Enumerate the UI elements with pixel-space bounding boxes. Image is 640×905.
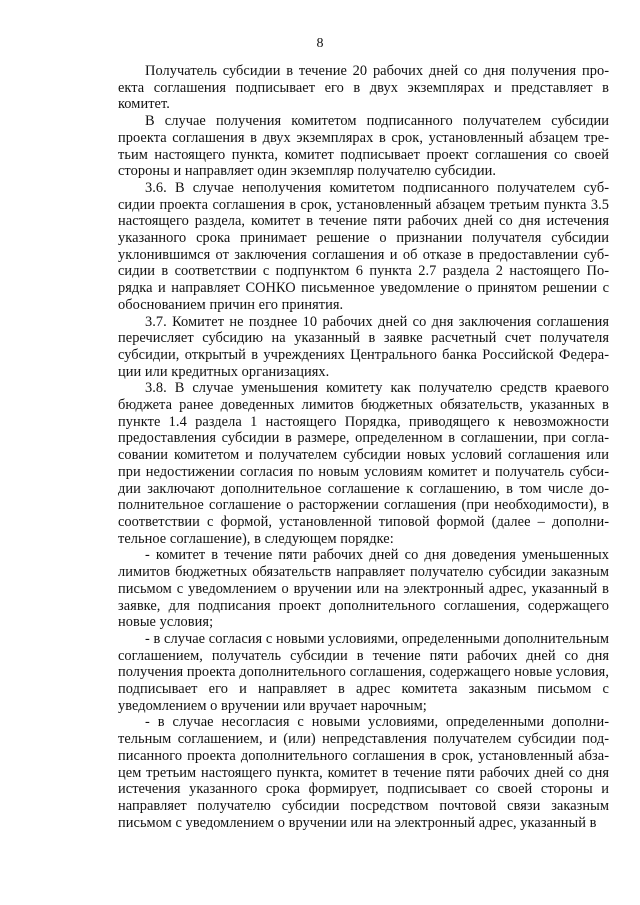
paragraph: 3.7. Комитет не позднее 10 рабочих дней со дня заключения соглашения перечисляет субсидию на указанный в заявке расчетный счет получателя субсидии, открытый в учреждениях Центрального банка Российской Федерации или кредитных организациях. bbox=[118, 313, 609, 380]
list-item: - в случае несогласия с новыми условиями, определенными дополнительным соглашением, и (или) непредставления получателем субсидии подписанного проекта дополнительного соглашения в срок, установленный абзацем третьим настоящего пункта, комитет в течение пяти рабочих дней со дня истечения указанного срока формирует, подписывает со своей стороны и направляет получателю субсидии посредством почтовой связи заказным письмом с уведомлением о вручении или на электронный адрес, указанный в bbox=[118, 714, 609, 831]
paragraph: В случае получения комитетом подписанного получателем субсидии проекта соглашения в двух экземплярах в срок, установленный абзацем третьим настоящего пункта, комитет подписывает проект соглашения со своей стороны и направляет один экземпляр получателю субсидии. bbox=[118, 113, 609, 180]
document-body bbox=[118, 63, 609, 831]
paragraph: 3.6. В случае неполучения комитетом подписанного получателем субсидии проекта соглашения в срок, установленный абзацем третьим пункта 3.5 настоящего раздела, комитет в течение пяти рабочих дней со дня истечения указанного срока принимает решение о признании получателя субсидии уклонившимся от заключения соглашения и об отказе в предоставлении субсидии в соответствии с подпунктом 6 пункта 2.7 раздела 2 настоящего Порядка и направляет СОНКО письменное уведомление о принятом решении с обоснованием причин его принятия. bbox=[118, 179, 609, 313]
page-number: 8 bbox=[316, 36, 324, 51]
list-item: - комитет в течение пяти рабочих дней со дня доведения уменьшенных лимитов бюджетных обязательств направляет получателю субсидии заказным письмом с уведомлением о вручении или на электронный адрес, указанный в заявке, для подписания проект дополнительного соглашения, содержащего новые условия; bbox=[118, 547, 609, 631]
paragraph: Получатель субсидии в течение 20 рабочих дней со дня получения проекта соглашения подписывает его в двух экземплярах и представляет в комитет. bbox=[118, 63, 609, 113]
list-item: - в случае согласия с новыми условиями, определенными дополнительным соглашением, получатель субсидии в течение пяти рабочих дней со дня получения проекта дополнительного соглашения, содержащего новые условия, подписывает его и направляет в адрес комитета заказным письмом с уведомлением о вручении или вручает нарочным; bbox=[118, 630, 609, 714]
paragraph: 3.8. В случае уменьшения комитету как получателю средств краевого бюджета ранее доведенных лимитов бюджетных обязательств, указанных в пункте 1.4 раздела 1 настоящего Порядка, приводящего к невозможности предоставления субсидии в размере, определенном в соглашении, при согласовании комитетом и получателем субсидии новых условий соглашения или при недостижении согласия по новым условиям комитет и получатель субсидии заключают дополнительное соглашение к соглашению, в том числе дополнительное соглашение о расторжении соглашения (при необходимости), в соответствии с формой, установленной типовой формой (далее – дополнительное соглашение), в следующем порядке: bbox=[118, 380, 609, 547]
